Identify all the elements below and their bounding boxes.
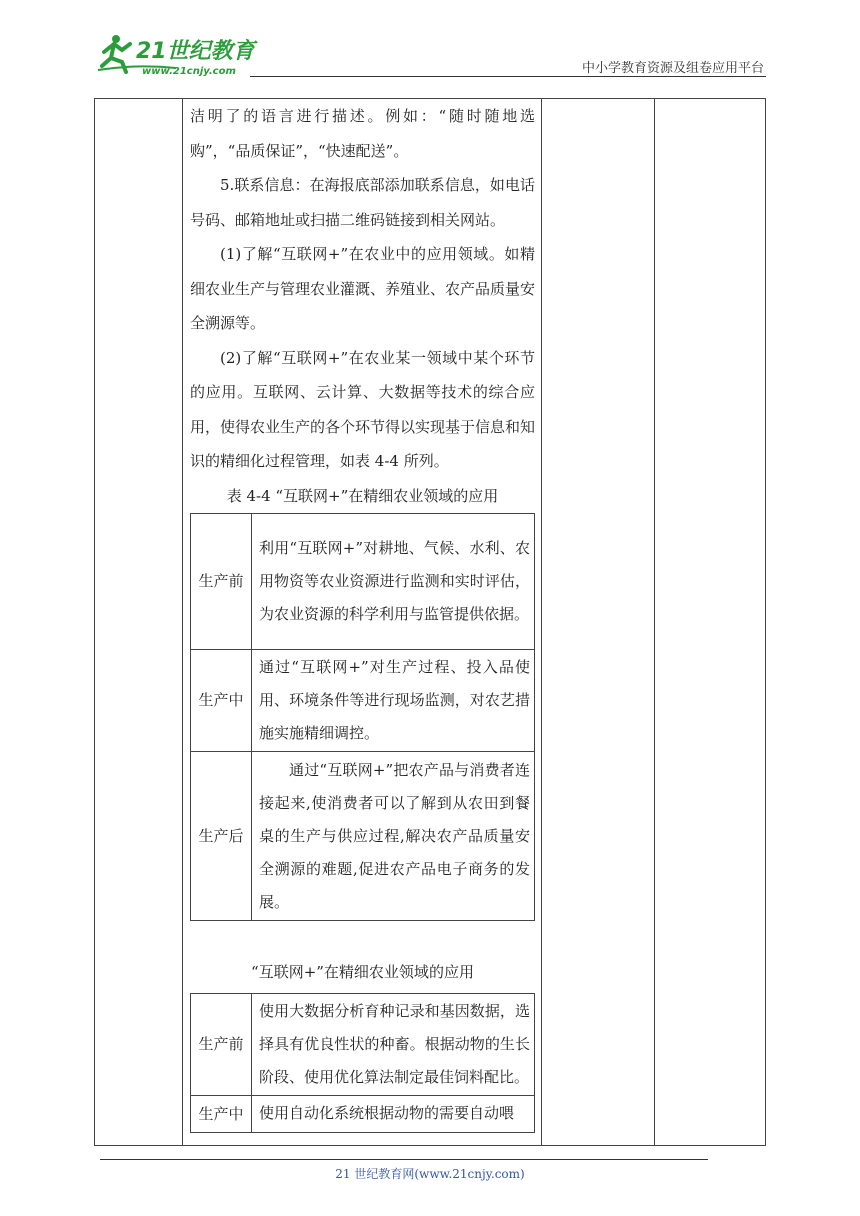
svg-text:21世纪教育: 21世纪教育: [136, 39, 255, 64]
table-row: [191, 1095, 535, 1133]
table-row: [191, 752, 535, 921]
footer-link[interactable]: 21 世纪教育网(www.21cnjy.com): [335, 1167, 525, 1181]
header-divider: [250, 76, 766, 77]
table-row: [191, 993, 535, 1095]
footer-divider: [100, 1159, 708, 1160]
paragraph: (2)了解“互联网+”在农业某一领域中某个环节的应用。互联网、云计算、大数据等技术的综合应用，使得农业生产的各个环节得以实现基于信息和知识的精细化过程管理，如表 4-4 所列。: [190, 348, 536, 470]
stage-cell: 生产中: [191, 1095, 252, 1133]
table-row: [191, 650, 535, 752]
livestock-table: [190, 993, 535, 1134]
desc-cell: 使用大数据分析育种记录和基因数据，选择具有优良性状的种畜。根据动物的生长阶段、使用优化算法制定最佳饲料配比。: [252, 993, 535, 1095]
site-logo: [96, 30, 266, 80]
paragraph: 5.联系信息：在海报底部添加联系信息，如电话号码、邮箱地址或扫描二维码链接到相关网站。: [190, 176, 535, 229]
desc-cell: 使用自动化系统根据动物的需要自动喂: [252, 1095, 535, 1133]
platform-name: 中小学教育资源及组卷应用平台: [581, 61, 764, 76]
column-divider-2: [541, 98, 542, 1146]
column-divider-3: [654, 98, 655, 1146]
desc-cell: 利用“互联网+”对耕地、气候、水利、农用物资等农业资源进行监测和实时评估，为农业资源的科学利用与监管提供依据。: [252, 514, 535, 650]
svg-text:www.21cnjy.com: www.21cnjy.com: [142, 66, 236, 77]
stage-cell: 生产前: [191, 514, 252, 650]
desc-cell: 通过“互联网+”对生产过程、投入品使用、环境条件等进行现场监测，对农艺措施实施精细调控。: [252, 650, 535, 752]
paragraph: 洁明了的语言进行描述。例如：“随时随地选购”，“品质保证”，“快速配送”。: [190, 107, 535, 160]
table-caption: 表 4-4 “互联网+”在精细农业领域的应用: [226, 486, 499, 505]
stage-cell: 生产后: [191, 752, 252, 921]
table-caption: “互联网+”在精细农业领域的应用: [251, 963, 474, 981]
logo-graphic: [96, 30, 266, 80]
agriculture-table: [190, 513, 535, 921]
desc-cell: 通过“互联网+”把农产品与消费者连接起来,使消费者可以了解到从农田到餐桌的生产与供应过程,解决农产品质量安全溯源的难题,促进农产品电子商务的发展。: [252, 752, 535, 921]
stage-cell: 生产前: [191, 993, 252, 1095]
column-divider-1: [182, 98, 183, 1146]
lesson-content: [190, 98, 535, 1133]
page-header: [0, 0, 860, 80]
paragraph: (1)了解“互联网+”在农业中的应用领域。如精细农业生产与管理农业灌溉、养殖业、农产品质量安全溯源等。: [190, 245, 536, 332]
stage-cell: 生产中: [191, 650, 252, 752]
table-row: [191, 514, 535, 650]
